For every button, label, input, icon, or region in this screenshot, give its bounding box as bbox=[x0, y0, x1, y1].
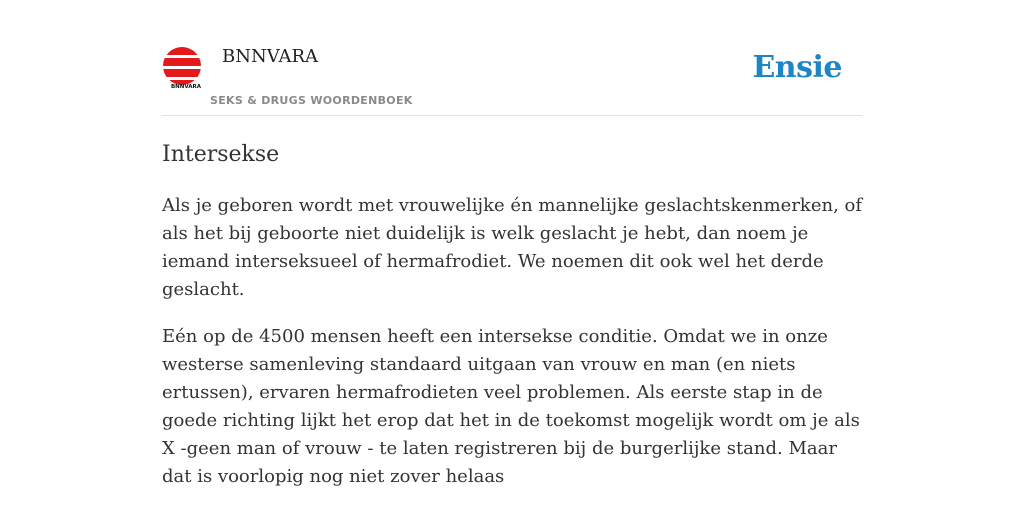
dictionary-subtitle[interactable]: SEKS & DRUGS WOORDENBOEK bbox=[210, 94, 413, 107]
entry-paragraph-1: Als je geboren wordt met vrouwelijke én mannelijke geslachtskenmerken, of als het bij geboorte niet duidelijk is welk geslacht je hebt, dan noem je iemand interseksueel of hermafrodiet. We noemen dit ook wel het derde geslacht. bbox=[162, 195, 863, 300]
brand-name[interactable]: BNNVARA bbox=[222, 46, 319, 67]
entry-title: Intersekse bbox=[162, 142, 280, 167]
header bbox=[162, 0, 862, 116]
ensie-link[interactable]: Ensie bbox=[752, 50, 842, 85]
page bbox=[162, 0, 862, 491]
bnnvara-logo[interactable] bbox=[162, 46, 202, 90]
logo-wordmark: BNNVARA bbox=[170, 84, 202, 90]
entry-paragraph-2: Eén op de 4500 mensen heeft een intersekse conditie. Omdat we in onze westerse samenleving standaard uitgaan van vrouw en man (en niets ertussen), ervaren hermafrodieten veel problemen. Als eerste stap in de goede richting lijkt het erop dat het in de toekomst mogelijk wordt om je als X -geen man of vrouw - te laten registreren bij de burgerlijke stand. Maar dat is voorlopig nog niet zover helaas bbox=[162, 326, 860, 487]
